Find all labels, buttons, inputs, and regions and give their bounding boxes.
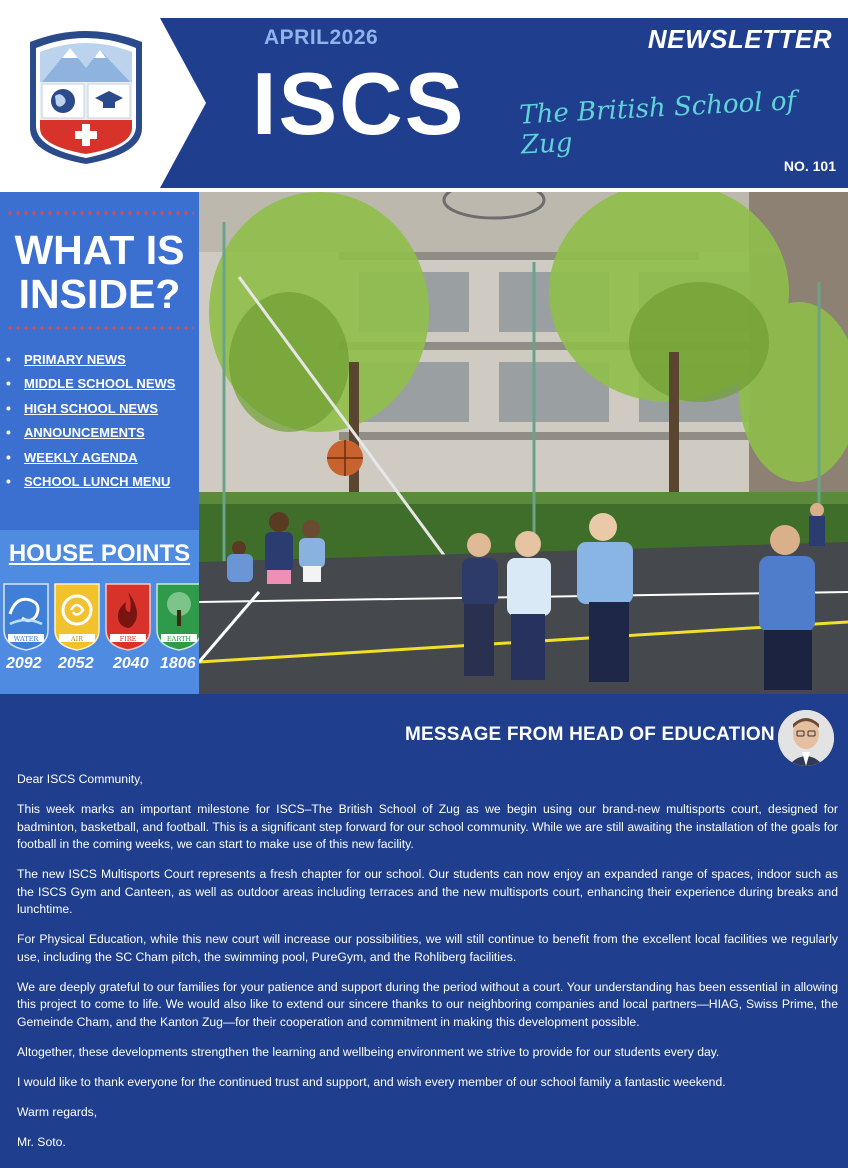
house-points-title: HOUSE POINTS	[8, 540, 191, 567]
masthead-title: ISCS	[252, 54, 466, 153]
flame-icon	[104, 580, 152, 652]
contents-item-high-school-news[interactable]: • HIGH SCHOOL NEWS	[6, 401, 175, 425]
house-points-earth: 1806	[160, 655, 196, 672]
divider-dots-bottom	[6, 326, 194, 330]
head-of-education-avatar	[778, 710, 834, 766]
house-points-fire: 2040	[113, 655, 149, 672]
svg-text:AIR: AIR	[70, 635, 84, 643]
basketball-court-photo	[199, 192, 848, 694]
contents-title-line1: WHAT IS	[14, 227, 185, 273]
tree-icon	[155, 580, 203, 652]
message-title: MESSAGE FROM HEAD OF EDUCATION	[405, 724, 775, 745]
divider-dots-top	[6, 211, 194, 215]
message-paragraph: I would like to thank everyone for the continued trust and support, and wish every member of our school family a fantastic weekend.	[17, 1075, 726, 1090]
message-greeting: Dear ISCS Community,	[17, 772, 143, 786]
house-crest-air	[53, 580, 101, 652]
message-paragraph: Altogether, these developments strengthen the learning and wellbeing environment we strive to provide for our students every day.	[17, 1044, 720, 1059]
message-closing: Warm regards,	[17, 1105, 98, 1120]
house-points-air: 2052	[58, 655, 94, 672]
newsletter-label: NEWSLETTER	[647, 24, 832, 54]
house-crest-water	[2, 580, 50, 652]
contents-item-announcements[interactable]: • ANNOUNCEMENTS	[6, 425, 175, 449]
contents-item-lunch-menu[interactable]: • SCHOOL LUNCH MENU	[6, 474, 175, 498]
contents-item-weekly-agenda[interactable]: • WEEKLY AGENDA	[6, 450, 175, 474]
swirl-icon	[53, 580, 101, 652]
issue-month: APRIL2026	[264, 26, 379, 49]
message-signature: Mr. Soto.	[17, 1135, 66, 1150]
wave-icon	[2, 580, 50, 652]
contents-title	[0, 228, 199, 316]
contents-item-primary-news[interactable]: • PRIMARY NEWS	[6, 352, 175, 376]
svg-text:WATER: WATER	[13, 635, 39, 643]
svg-text:FIRE: FIRE	[119, 635, 137, 643]
school-logo	[0, 18, 206, 188]
issue-number: NO. 101	[783, 158, 836, 174]
school-tagline: The British School of Zug	[518, 86, 797, 161]
contents-item-middle-school-news[interactable]: • MIDDLE SCHOOL NEWS	[6, 376, 175, 400]
house-points-water: 2092	[6, 655, 42, 672]
message-paragraph: This week marks an important milestone for ISCS–The British School of Zug as we begin using our brand-new multisports court, designed for badminton, basketball, and football. This is a significant step forward for our school community. While we are still awaiting the installation of the goals for football in the coming weeks, we can start to make use of this new facility.	[17, 802, 838, 852]
message-body	[17, 771, 838, 1164]
message-paragraph: For Physical Education, while this new court will increase our possibilities, we will still continue to benefit from the excellent local facilities we regularly use, including the SC Cham pitch, the swimming pool, PureGym, and the Rohliberg facilities.	[17, 932, 838, 964]
contents-list	[6, 352, 175, 498]
svg-text:EARTH: EARTH	[166, 635, 192, 643]
message-paragraph: We are deeply grateful to our families for your patience and support during the period without a court. Your understanding has been essential in allowing this project to come to life. We would also like to extend our sincere thanks to our neighboring companies and local partners—HIAG, Swiss Prime, the Gemeinde Cham, and the Kanton Zug—for their cooperation and commitment in making this development possible.	[17, 979, 838, 1029]
message-paragraph: The new ISCS Multisports Court represents a fresh chapter for our school. Our students can now enjoy an expanded range of spaces, indoor such as the ISCS Gym and Canteen, as well as outdoor areas including terraces and the new multisports court, enhancing their experience during breaks and lunchtime.	[17, 867, 838, 917]
house-crest-earth	[155, 580, 203, 652]
house-crest-fire	[104, 580, 152, 652]
contents-title-line2: INSIDE?	[18, 271, 181, 317]
